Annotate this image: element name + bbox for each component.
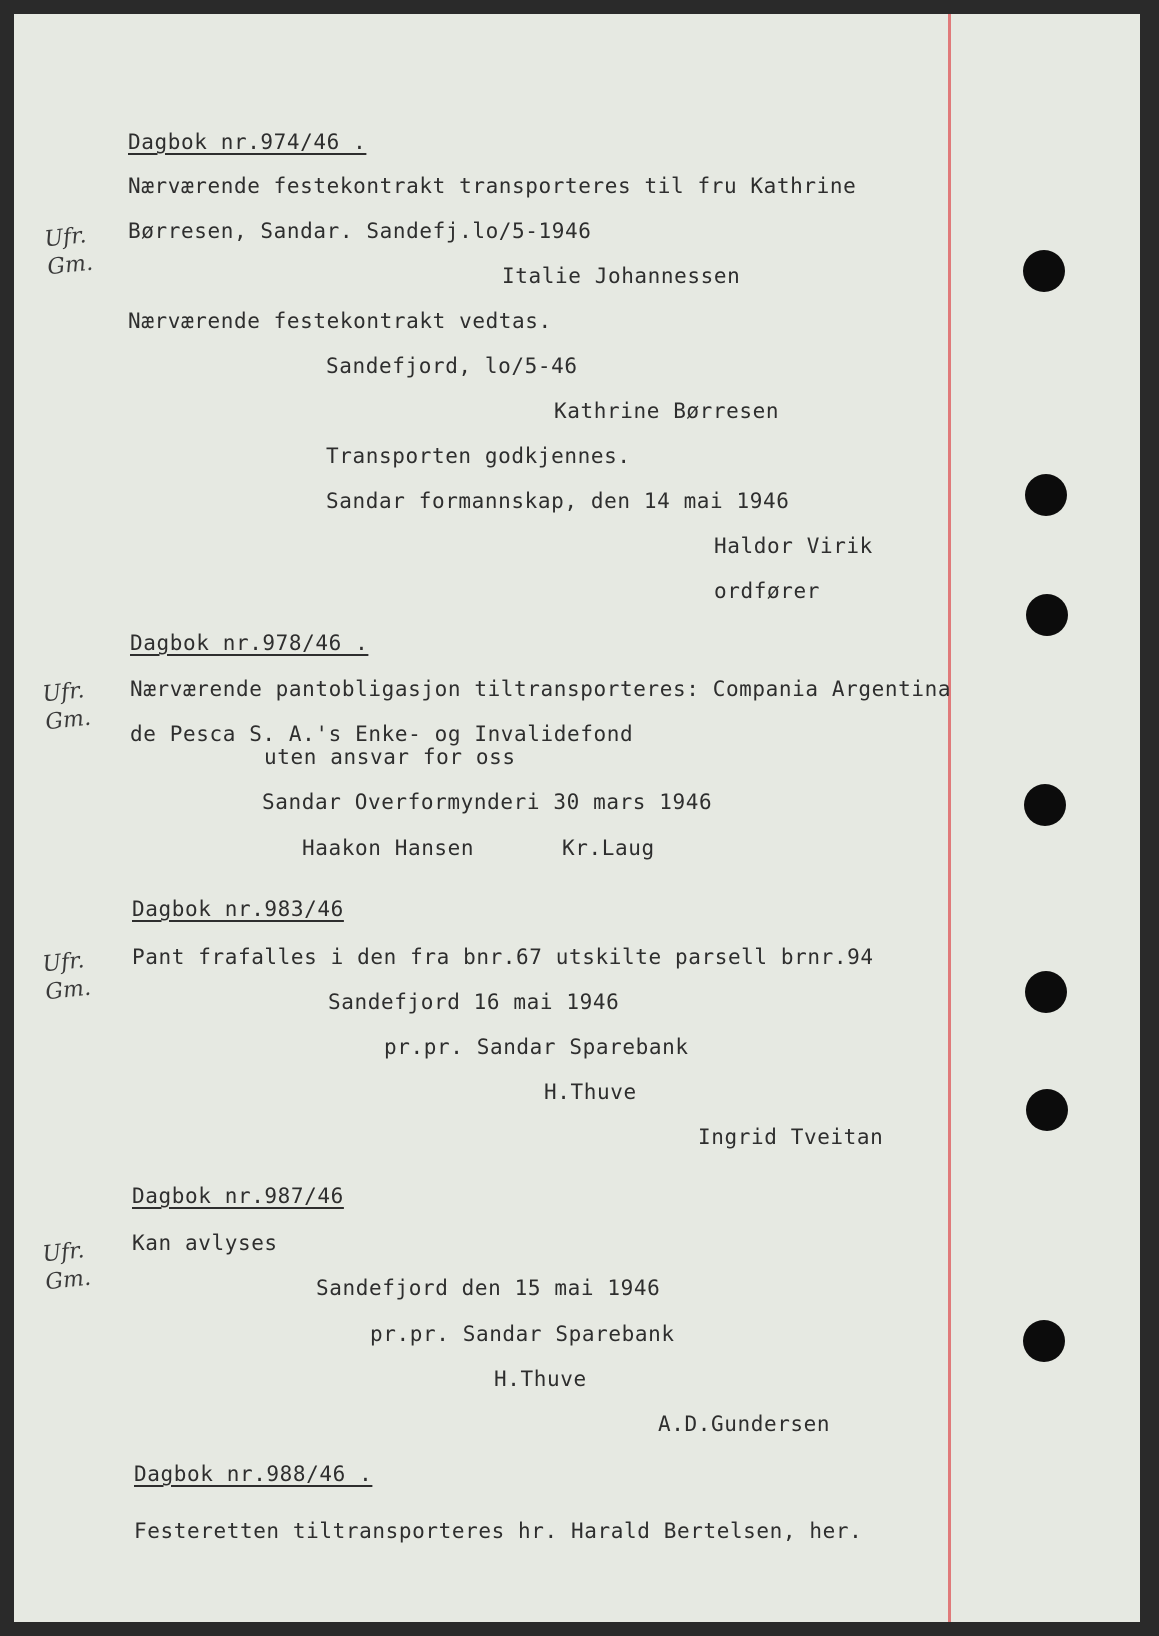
punch-hole xyxy=(1026,1089,1068,1131)
document-page xyxy=(14,14,1140,1622)
punch-hole xyxy=(1024,784,1066,826)
punch-hole xyxy=(1023,250,1065,292)
punch-hole xyxy=(1026,594,1068,636)
signature-line: Kr.Laug xyxy=(562,836,655,860)
entry-line: Sandar Overformynderi 30 mars 1946 xyxy=(262,790,713,814)
entry-line: Nærværende festekontrakt vedtas. xyxy=(128,309,552,333)
entry-line: Transporten godkjennes. xyxy=(326,444,631,468)
margin-line xyxy=(948,14,951,1622)
entry-line: Sandar formannskap, den 14 mai 1946 xyxy=(326,489,790,513)
signature-line: Italie Johannessen xyxy=(502,264,741,288)
signature-title: ordfører xyxy=(714,579,820,603)
entry-header: Dagbok nr.987/46 xyxy=(132,1184,344,1208)
entry-header: Dagbok nr.988/46 . xyxy=(134,1462,373,1486)
punch-hole xyxy=(1025,474,1067,516)
handwritten-initials: Ufr. Gm. xyxy=(41,948,93,1005)
punch-hole xyxy=(1023,1320,1065,1362)
signature-line: Haldor Virik xyxy=(714,534,873,558)
entry-line: Nærværende pantobligasjon tiltransporteres: Compania Argentina xyxy=(130,677,952,701)
entry-line: Pant frafalles i den fra bnr.67 utskilte parsell brnr.94 xyxy=(132,945,874,969)
punch-hole xyxy=(1025,971,1067,1013)
signature-line: Ingrid Tveitan xyxy=(698,1125,884,1149)
entry-line: Sandefjord 16 mai 1946 xyxy=(328,990,620,1014)
handwritten-initials: Ufr. Gm. xyxy=(43,223,95,280)
entry-line: pr.pr. Sandar Sparebank xyxy=(384,1035,689,1059)
entry-header: Dagbok nr.978/46 . xyxy=(130,631,369,655)
handwritten-initials: Ufr. Gm. xyxy=(41,1238,93,1295)
entry-line: de Pesca S. A.'s Enke- og Invalidefond xyxy=(130,722,634,746)
entry-line: Børresen, Sandar. Sandefj.lo/5-1946 xyxy=(128,219,592,243)
signature-line: Haakon Hansen xyxy=(302,836,475,860)
signature-line: H.Thuve xyxy=(544,1080,637,1104)
entry-line: Festeretten tiltransporteres hr. Harald Bertelsen, her. xyxy=(134,1519,863,1543)
entry-header: Dagbok nr.983/46 xyxy=(132,897,344,921)
entry-line: Sandefjord den 15 mai 1946 xyxy=(316,1276,661,1300)
signature-line: H.Thuve xyxy=(494,1367,587,1391)
signature-line: Kathrine Børresen xyxy=(554,399,780,423)
handwritten-initials: Ufr. Gm. xyxy=(41,678,93,735)
entry-line: pr.pr. Sandar Sparebank xyxy=(370,1322,675,1346)
entry-line: Sandefjord, lo/5-46 xyxy=(326,354,578,378)
entry-line: Kan avlyses xyxy=(132,1231,278,1255)
entry-header: Dagbok nr.974/46 . xyxy=(128,130,367,154)
entry-line: uten ansvar for oss xyxy=(264,745,516,769)
entry-line: Nærværende festekontrakt transporteres til fru Kathrine xyxy=(128,174,857,198)
signature-line: A.D.Gundersen xyxy=(658,1412,831,1436)
